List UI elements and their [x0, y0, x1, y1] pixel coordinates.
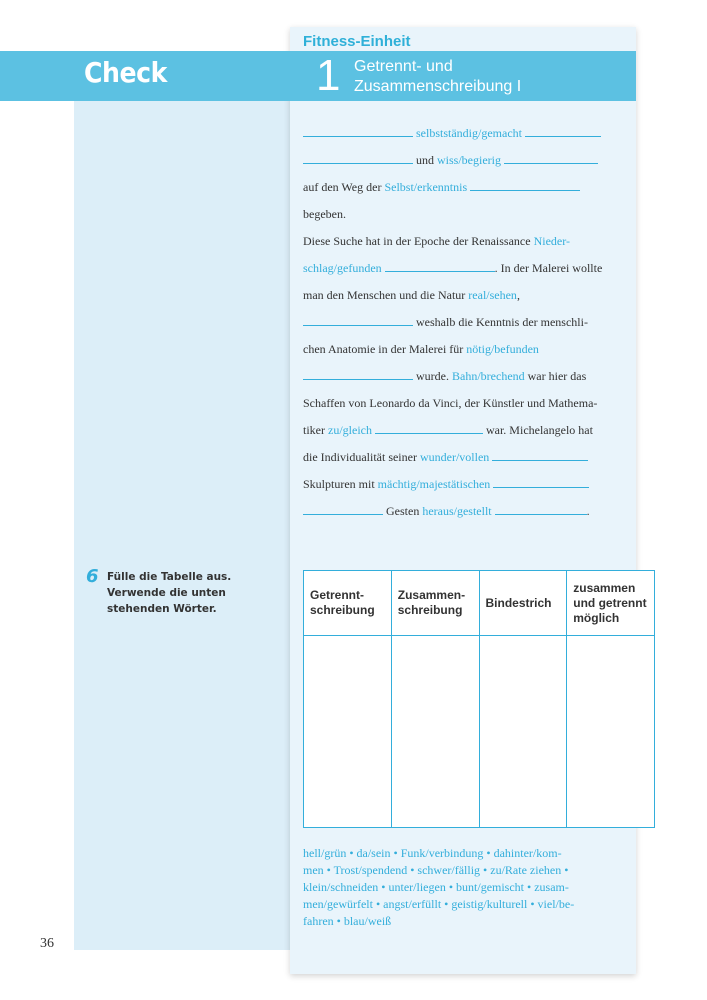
answer-blank[interactable]	[303, 163, 413, 164]
answer-blank[interactable]	[525, 136, 601, 137]
text-line	[303, 309, 623, 336]
unit-label: Fitness-Einheit	[303, 33, 411, 50]
unit-title	[354, 57, 521, 97]
word-cue: selbstständig/gemacht	[416, 126, 522, 140]
text-line	[303, 471, 623, 498]
text-line	[303, 444, 623, 471]
word-cue: mächtig/majestätischen	[377, 477, 491, 491]
header-line: und getrennt	[573, 595, 647, 610]
word-cue: zu/gleich	[328, 423, 372, 437]
answer-blank[interactable]	[303, 514, 383, 515]
text-fragment: Diese Suche hat in der Epoche der Renaissance	[303, 234, 531, 248]
text-line: Schaffen von Leonardo da Vinci, der Künstler und Mathema-	[303, 396, 598, 410]
exercise-text	[303, 120, 623, 525]
text-fragment: man den Menschen und die Natur	[303, 288, 466, 302]
header-line: zusammen	[573, 580, 636, 595]
table-answer-row	[304, 636, 655, 828]
instruction-line: Fülle die Tabelle aus.	[107, 571, 232, 583]
text-fragment: .	[586, 504, 590, 518]
header-line: möglich	[573, 610, 620, 625]
page-number: 36	[40, 936, 54, 951]
text-fragment: Skulpturen mit	[303, 477, 375, 491]
text-fragment: und	[416, 153, 434, 167]
word-cue: real/sehen	[468, 288, 517, 302]
text-fragment: die Individualität seiner	[303, 450, 417, 464]
answer-cell[interactable]	[304, 636, 392, 828]
column-header-beides-moeglich	[567, 571, 655, 636]
unit-title-line: Zusammenschreibung I	[354, 78, 522, 95]
word-cue: heraus/gestellt	[422, 504, 492, 518]
text-line	[303, 228, 623, 255]
header-line: Bindestrich	[485, 595, 552, 610]
text-fragment: weshalb die Kenntnis der menschli-	[416, 315, 588, 329]
answer-blank[interactable]	[303, 379, 413, 380]
word-cue: Nieder-	[533, 234, 570, 248]
text-fragment: auf den Weg der	[303, 180, 382, 194]
answer-cell[interactable]	[479, 636, 567, 828]
task-instruction	[107, 569, 277, 617]
text-fragment: Gesten	[386, 504, 420, 518]
answer-blank[interactable]	[495, 514, 587, 515]
answer-blank[interactable]	[303, 325, 413, 326]
unit-number: 1	[316, 51, 341, 100]
text-line	[303, 417, 623, 444]
answer-cell[interactable]	[391, 636, 479, 828]
unit-title-line: Getrennt- und	[354, 58, 453, 75]
column-header-bindestrich	[479, 571, 567, 636]
word-list-line: klein/schneiden • unter/liegen • bunt/gemischt • zusam-	[303, 880, 569, 894]
answer-blank[interactable]	[493, 487, 589, 488]
text-fragment: war. Michelangelo hat	[485, 423, 593, 437]
left-margin-panel	[74, 100, 290, 950]
column-header-getrenntschreibung	[304, 571, 392, 636]
text-line	[303, 174, 623, 201]
text-line: begeben.	[303, 207, 346, 221]
text-fragment: ,	[516, 288, 520, 302]
column-header-zusammenschreibung	[391, 571, 479, 636]
word-list-line: hell/grün • da/sein • Funk/verbindung • dahinter/kom-	[303, 846, 562, 860]
word-cue: nötig/befunden	[466, 342, 539, 356]
header-line: schreibung	[397, 603, 463, 617]
text-fragment: wurde.	[416, 369, 449, 383]
instruction-line: Verwende die unten	[107, 587, 226, 599]
text-line	[303, 498, 623, 525]
answer-blank[interactable]	[470, 190, 580, 191]
sorting-table	[303, 570, 655, 828]
header-line: Zusammen-	[397, 588, 466, 602]
word-cue: schlag/gefunden	[303, 261, 382, 275]
answer-blank[interactable]	[385, 271, 495, 272]
answer-blank[interactable]	[492, 460, 588, 461]
header-line: Getrennt-	[310, 588, 364, 602]
word-list-line: fahren • blau/weiß	[303, 914, 392, 928]
text-line	[303, 363, 623, 390]
text-fragment: . In der Malerei wollte	[494, 261, 603, 275]
answer-cell[interactable]	[567, 636, 655, 828]
text-line	[303, 255, 623, 282]
word-list-line: men • Trost/spendend • schwer/fällig • zu/Rate ziehen •	[303, 863, 569, 877]
answer-blank[interactable]	[375, 433, 483, 434]
word-list-line: men/gewürfelt • angst/erfüllt • geistig/kulturell • viel/be-	[303, 897, 575, 911]
word-cue: wunder/vollen	[419, 450, 490, 464]
section-label: Check	[84, 56, 167, 89]
text-line	[303, 147, 623, 174]
text-fragment: tiker	[303, 423, 325, 437]
text-fragment: war hier das	[527, 369, 587, 383]
instruction-line: stehenden Wörter.	[107, 603, 217, 615]
answer-blank[interactable]	[303, 136, 413, 137]
word-list	[303, 845, 623, 930]
word-cue: Bahn/brechend	[452, 369, 525, 383]
text-line	[303, 282, 623, 309]
word-cue: Selbst/erkenntnis	[384, 180, 468, 194]
table-header-row	[304, 571, 655, 636]
word-cue: wiss/begierig	[437, 153, 501, 167]
header-line: schreibung	[310, 603, 375, 617]
task-number: 6	[86, 566, 99, 587]
text-line	[303, 336, 623, 363]
text-fragment: chen Anatomie in der Malerei für	[303, 342, 464, 356]
text-line	[303, 120, 623, 147]
answer-blank[interactable]	[504, 163, 598, 164]
